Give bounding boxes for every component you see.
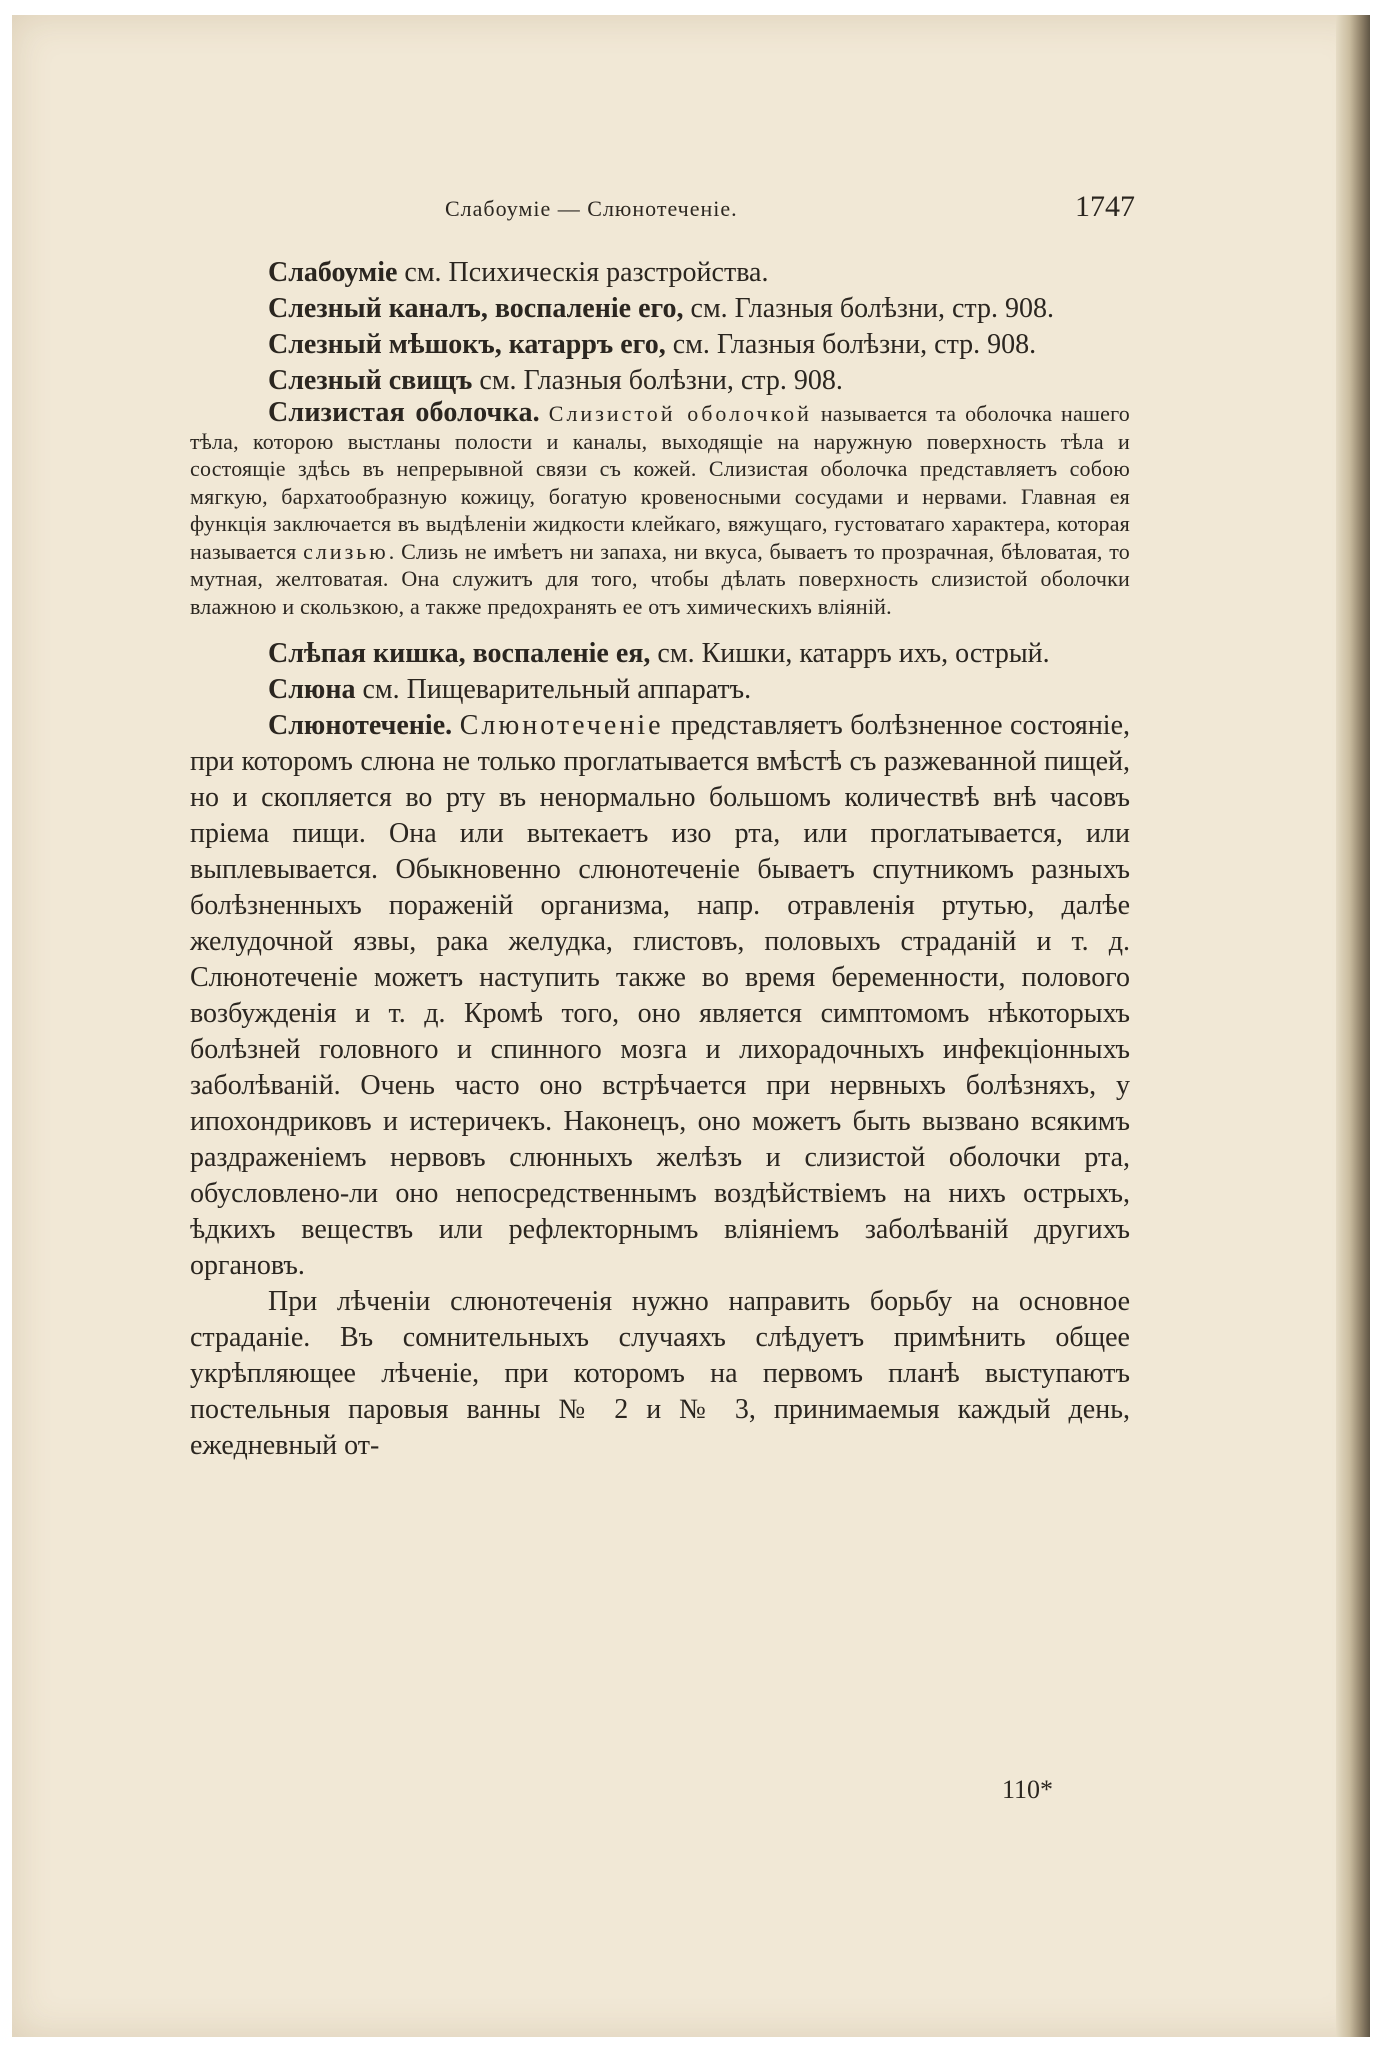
entry-headword: Слизистая оболочка. bbox=[268, 397, 540, 428]
entry-headword: Слѣпая кишка, воспаленie ея, bbox=[268, 638, 651, 669]
entry-headword: Слюнотеченie. bbox=[268, 710, 453, 741]
entry-headword: Слезный свищъ bbox=[268, 365, 473, 396]
entry-text: см. Глазныя болѣзни, стр. 908. bbox=[683, 293, 1054, 324]
entry-slezny-svisch bbox=[190, 363, 1130, 399]
entry-slyuna bbox=[190, 672, 1130, 708]
entry-text: см. Глазныя болѣзни, стр. 908. bbox=[665, 329, 1037, 360]
entry-text: см. Психическiя разстройства. bbox=[397, 257, 769, 288]
page-body bbox=[190, 255, 1130, 1464]
entry-term: Слюнотеченie bbox=[459, 710, 664, 741]
entry-headword: Слезный мѣшокъ, катарръ его, bbox=[268, 329, 666, 360]
entry-slezny-kanal bbox=[190, 291, 1130, 327]
entry-text: см. Кишки, катарръ ихъ, острый. bbox=[650, 638, 1050, 669]
entry-headword: Слезный каналъ, воспаленie его, bbox=[268, 293, 684, 324]
entry-slepaya-kishka bbox=[190, 636, 1130, 672]
entry-text: называется та оболочка нашего тѣла, которою выстланы полости и каналы, выходящiе на наружную поверхность тѣла и состоящiе здѣсь въ непрерывной связи съ кожей. Слизистая оболочка представляетъ собою мягкую, бархатообразную кожицу, богатую кровеносными сосудами и нервами. Главная ея функцiя заключается въ выдѣленiи жидкости клейкаго, вяжущаго, густоватаго характера, которая называется bbox=[190, 401, 1130, 564]
entry-headword: Слабоумie bbox=[268, 257, 398, 288]
page-binding-edge bbox=[1336, 15, 1370, 2037]
entry-term: Слизистой оболочкой bbox=[548, 401, 812, 426]
running-head: Слабоумie — Слюнотеченie. bbox=[445, 196, 738, 221]
entry-text: . Слизь не имѣетъ ни запаха, ни вкуса, бываетъ то прозрачная, бѣловатая, то мутная, желтоватая. Она служитъ для того, чтобы дѣлать поверхность слизистой оболочки влажною и скользкою, а также предохранять ее отъ химическихъ влiянiй. bbox=[190, 538, 1131, 619]
entry-term: слизью bbox=[303, 538, 389, 564]
signature-mark: 110* bbox=[1002, 1775, 1054, 1804]
entry-slezny-meshok bbox=[190, 327, 1130, 363]
entry-slyunotechenie bbox=[190, 708, 1130, 1284]
entry-text: представляетъ болѣзненное состоянiе, при которомъ слюна не только проглатывается вмѣстѣ съ разжеванной пищей, но и скопляется во рту въ ненормально большомъ количествѣ внѣ часовъ прiема пищи. Она или вытекаетъ изо рта, или проглатывается, или выплевывается. Обыкновенно слюнотеченie бываетъ спутникомъ разныхъ болѣзненныхъ пораженiй организма, напр. отравленiя ртутью, далѣе желудочной язвы, рака желудка, глистовъ, половыхъ страданiй и т. д. Слюнотеченie можетъ наступить также во время беременности, полового возбужденiя и т. д. Кромѣ того, оно является симптомомъ нѣкоторыхъ болѣзней головного и спинного мозга и лихорадочныхъ инфекцiонныхъ заболѣванiй. Очень часто оно встрѣчается при нервныхъ болѣзняхъ, у ипохондриковъ и истеричекъ. Наконецъ, оно можетъ быть вызвано всякимъ раздраженiемъ нервовъ слюнныхъ желѣзъ и слизистой оболочки рта, обусловлено-ли оно непосредственнымъ воздѣйствiемъ на нихъ острыхъ, ѣдкихъ веществъ или рефлекторнымъ влiянiемъ заболѣванiй другихъ органовъ. bbox=[190, 710, 1131, 1281]
entry-slizistaya-obolochka bbox=[190, 399, 1130, 620]
entry-slaboumie bbox=[190, 255, 1130, 291]
entry-text: см. Пищеварительный аппаратъ. bbox=[355, 674, 752, 705]
page-number: 1747 bbox=[1075, 190, 1135, 223]
page-header bbox=[185, 190, 1135, 240]
entry-text: см. Глазныя болѣзни, стр. 908. bbox=[472, 365, 843, 396]
continuation-paragraph: При лѣченiи слюнотеченiя нужно направить борьбу на основное страданie. Въ сомнительныхъ случаяхъ слѣдуетъ примѣнить общее укрѣпляющее лѣченie, при которомъ на первомъ планѣ выступаютъ постельныя паровыя ванны № 2 и № 3, принимаемыя каждый день, ежедневный от- bbox=[190, 1286, 1130, 1461]
entry-headword: Слюна bbox=[268, 674, 356, 705]
